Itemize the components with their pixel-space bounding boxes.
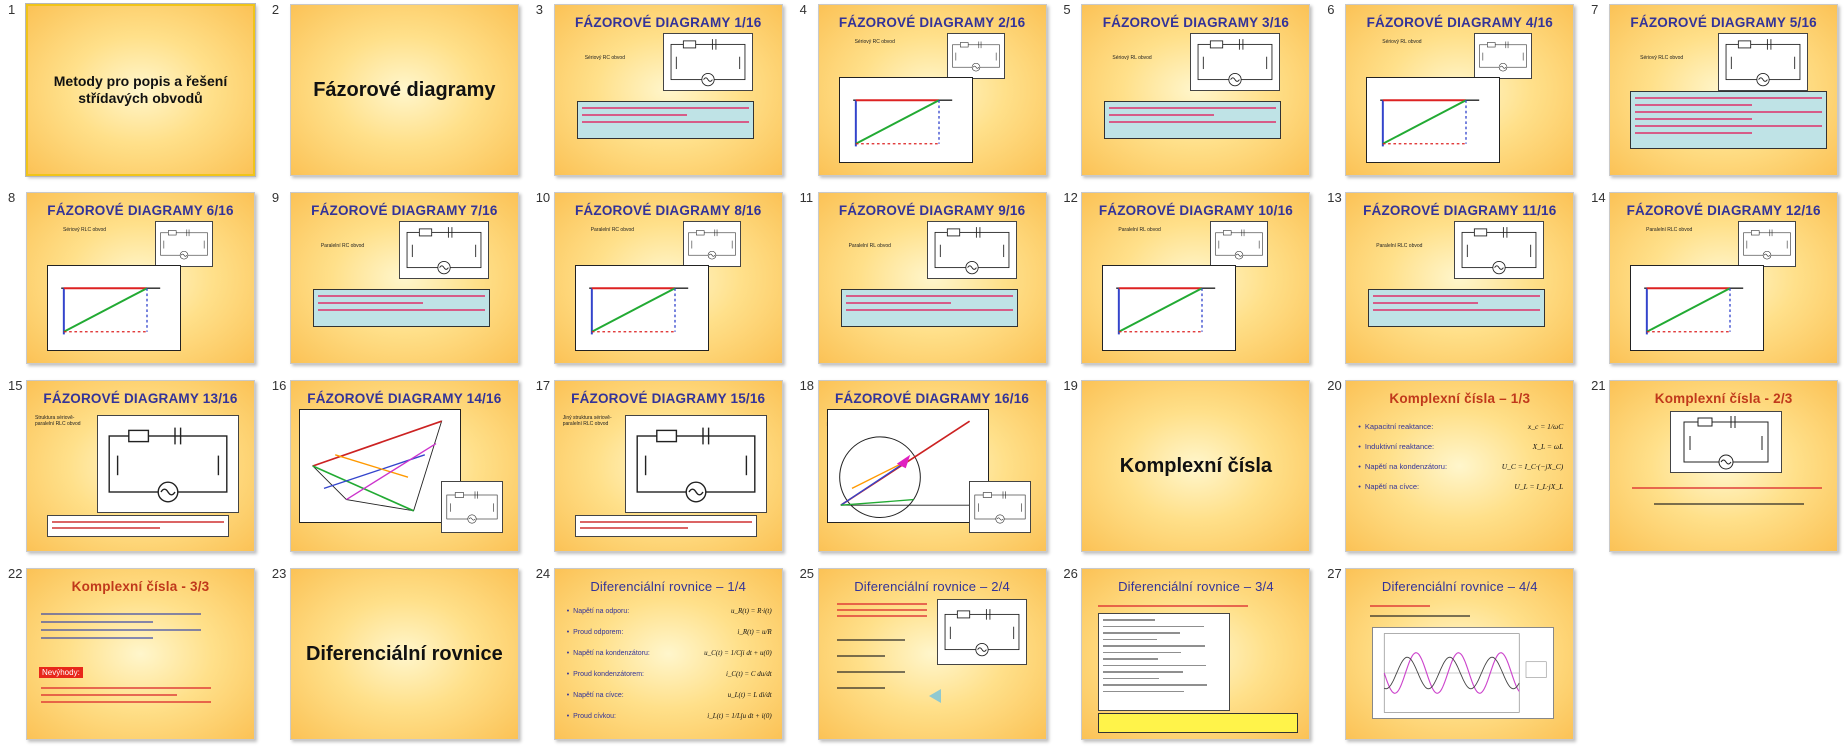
slide-number: 13 <box>1327 190 1342 205</box>
list-item-label: Induktivní reaktance: <box>1364 442 1435 451</box>
voltage-plot <box>1372 627 1554 719</box>
slide-title: FÁZOROVÉ DIAGRAMY 1/16 <box>574 15 762 30</box>
slide-number: 18 <box>799 378 815 393</box>
slide-title: Komplexní čísla - 2/3 <box>1654 391 1793 406</box>
slide-number: 19 <box>1063 378 1078 393</box>
slide-23[interactable] <box>290 568 519 740</box>
slide-thumbnail-cell <box>264 188 530 376</box>
slide-title: FÁZOROVÉ DIAGRAMY 15/16 <box>571 391 766 406</box>
slide-14[interactable] <box>1609 192 1838 364</box>
slide-number: 12 <box>1063 190 1078 205</box>
slide-8[interactable] <box>26 192 255 364</box>
slide-number: 20 <box>1327 378 1342 393</box>
circuit-diagram <box>97 415 239 513</box>
slide-thumbnail-cell <box>264 376 530 564</box>
slide-number: 10 <box>535 190 551 205</box>
slide-number: 24 <box>535 566 551 581</box>
formula-note-box <box>1368 289 1545 327</box>
slide-2[interactable] <box>290 4 519 176</box>
slide-subtitle: Struktura sériově-paralelní RLC obvod <box>35 415 81 427</box>
slide-number: 14 <box>1591 190 1606 205</box>
slide-number: 6 <box>1327 2 1335 17</box>
slide-7[interactable] <box>1609 4 1838 176</box>
slide-subtitle: Jiný struktura sériově-paralelní RLC obvod <box>562 415 612 427</box>
list-item: • Proud odporem: i_R(t) = u/R <box>567 622 772 643</box>
slide-11[interactable] <box>818 192 1047 364</box>
slide-title: FÁZOROVÉ DIAGRAMY 11/16 <box>1363 203 1557 218</box>
equations <box>837 639 917 703</box>
slide-thumbnail-cell <box>528 564 794 752</box>
slide-16[interactable] <box>290 380 519 552</box>
list-item: • Proud cívkou: i_L(t) = 1/L∫u dt + i(0) <box>567 706 772 727</box>
phasor-diagram <box>1366 77 1500 163</box>
text-lines <box>41 687 211 708</box>
slide-thumbnail-cell <box>1583 376 1847 564</box>
slide-22[interactable] <box>26 568 255 740</box>
phasor-diagram <box>839 77 973 163</box>
text-lines <box>41 613 201 645</box>
slide-thumbnail-cell <box>1583 188 1847 376</box>
slide-thumbnail-cell <box>0 376 266 564</box>
slide-10[interactable] <box>554 192 783 364</box>
slide-thumbnail-cell <box>1055 564 1321 752</box>
slide-subtitle: Sériový RL obvod <box>1382 39 1422 45</box>
slide-20[interactable] <box>1345 380 1574 552</box>
slide-thumbnail-cell <box>1319 188 1585 376</box>
text-lines <box>1098 605 1248 607</box>
slide-number: 4 <box>799 2 807 17</box>
slide-thumbnail-cell <box>792 564 1058 752</box>
slide-number: 17 <box>535 378 551 393</box>
slide-1[interactable] <box>26 4 255 176</box>
description-line <box>1632 487 1822 489</box>
phasor-diagram <box>575 265 709 351</box>
phasor-diagram <box>299 409 461 523</box>
note-box <box>1098 713 1298 733</box>
slide-title: FÁZOROVÉ DIAGRAMY 10/16 <box>1098 203 1293 218</box>
circuit-diagram <box>1190 33 1280 91</box>
slide-number: 23 <box>271 566 287 581</box>
slide-subtitle: Paralelní RL obvod <box>1118 227 1161 233</box>
slide-number: 26 <box>1063 566 1078 581</box>
slide-subtitle: Paralelní RL obvod <box>848 243 891 249</box>
slide-title: FÁZOROVÉ DIAGRAMY 6/16 <box>47 203 234 218</box>
slide-number: 25 <box>799 566 815 581</box>
list-item-formula: i_C(t) = C du/dt <box>725 670 772 678</box>
slide-25[interactable] <box>818 568 1047 740</box>
list-item-formula: X_L = ωL <box>1532 442 1564 451</box>
formula <box>1654 503 1804 505</box>
list-item: • Proud kondenzátorem: i_C(t) = C du/dt <box>567 664 772 685</box>
list-item-label: Napětí na cívce: <box>1364 482 1420 491</box>
code-block <box>1098 613 1230 711</box>
circuit-diagram <box>947 33 1005 79</box>
slide-24[interactable] <box>554 568 783 740</box>
slide-subtitle: Sériový RL obvod <box>1112 55 1152 61</box>
slide-thumbnail-cell <box>0 188 266 376</box>
slide-thumbnail-cell <box>0 564 266 752</box>
slide-title: FÁZOROVÉ DIAGRAMY 2/16 <box>838 15 1026 30</box>
list-item-formula: u_R(t) = R·i(t) <box>731 607 772 615</box>
slide-title: FÁZOROVÉ DIAGRAMY 16/16 <box>834 391 1030 406</box>
text-lines <box>1370 615 1470 617</box>
phasor-diagram <box>1630 265 1764 351</box>
equation-list <box>567 601 772 727</box>
slide-title: Diferenciální rovnice – 2/4 <box>854 579 1010 594</box>
formula-note-box <box>313 289 490 327</box>
slide-title: FÁZOROVÉ DIAGRAMY 8/16 <box>574 203 762 218</box>
slide-thumbnail-cell <box>1319 564 1585 752</box>
slide-13[interactable] <box>1345 192 1574 364</box>
slide-number: 22 <box>8 566 23 581</box>
list-item: • Induktivní reaktance: X_L = ωL <box>1358 437 1563 457</box>
description-box <box>575 515 757 537</box>
list-item-formula: x_c = 1/ωC <box>1527 422 1564 431</box>
slide-thumbnail-cell <box>1319 376 1585 564</box>
list-item-label: Napětí na kondenzátoru: <box>573 650 650 657</box>
formula-note-box <box>1104 101 1281 139</box>
slide-thumbnail-cell <box>528 376 794 564</box>
slide-subtitle: Paralelní RLC obvod <box>1376 243 1423 249</box>
list-item-formula: u_C(t) = 1/C∫i dt + u(0) <box>704 649 772 657</box>
list-item-formula: U_C = I_C·(−jX_C) <box>1501 462 1564 471</box>
slide-title: Fázorové diagramy <box>313 79 496 101</box>
slide-title: Diferenciální rovnice – 4/4 <box>1381 579 1538 594</box>
slide-title: Diferenciální rovnice – 1/4 <box>590 579 747 594</box>
slide-thumbnail-cell <box>264 564 530 752</box>
slide-17[interactable] <box>554 380 783 552</box>
slide-title: FÁZOROVÉ DIAGRAMY 13/16 <box>43 391 238 406</box>
list-item: • Napětí na kondenzátoru: U_C = I_C·(−jX_C) <box>1358 457 1563 477</box>
list-item-label: Proud cívkou: <box>573 713 616 720</box>
slide-number: 15 <box>8 378 23 393</box>
slide-title: FÁZOROVÉ DIAGRAMY 12/16 <box>1626 203 1821 218</box>
circuit-diagram <box>969 481 1031 533</box>
circuit-diagram <box>663 33 753 91</box>
slide-subtitle: Sériový RC obvod <box>584 55 625 61</box>
slide-6[interactable] <box>1345 4 1574 176</box>
slide-title: FÁZOROVÉ DIAGRAMY 9/16 <box>838 203 1026 218</box>
circuit-diagram <box>1474 33 1532 79</box>
circuit-diagram <box>1454 221 1544 279</box>
formula-note-box <box>841 289 1018 327</box>
slide-subtitle: Sériový RC obvod <box>854 39 895 45</box>
slide-title: FÁZOROVÉ DIAGRAMY 7/16 <box>311 203 498 218</box>
slide-title: FÁZOROVÉ DIAGRAMY 4/16 <box>1366 15 1553 30</box>
circuit-diagram <box>399 221 489 279</box>
slide-subtitle: Paralelní RLC obvod <box>1646 227 1693 233</box>
circuit-diagram <box>155 221 213 267</box>
drawbacks-label: Nevýhody: <box>39 667 83 678</box>
slide-thumbnail-cell <box>528 0 794 188</box>
list-item-label: Napětí na cívce: <box>573 692 624 699</box>
slide-number: 11 <box>799 190 814 205</box>
list-item-label: Napětí na odporu: <box>573 608 630 615</box>
circuit-diagram <box>625 415 767 513</box>
slide-title: Komplexní čísla <box>1119 455 1273 477</box>
list-item: • Napětí na kondenzátoru: u_C(t) = 1/C∫i dt + u(0) <box>567 643 772 664</box>
slide-number: 9 <box>271 190 280 205</box>
circuit-diagram <box>1670 411 1782 473</box>
slide-title: Komplexní čísla – 1/3 <box>1389 391 1531 406</box>
slide-title: Metody pro popis a řešení střídavých obvodů <box>53 73 228 106</box>
slide-number: 1 <box>8 2 16 17</box>
slide-19[interactable] <box>1081 380 1310 552</box>
slide-thumbnail-cell <box>0 0 266 188</box>
slide-21[interactable] <box>1609 380 1838 552</box>
list-item-formula: u_L(t) = L di/dt <box>727 691 772 699</box>
slide-thumbnail-cell <box>1055 188 1321 376</box>
text-lines <box>837 603 927 621</box>
slide-subtitle: Paralelní RC obvod <box>320 243 365 249</box>
phasor-diagram <box>827 409 989 523</box>
circuit-diagram <box>927 221 1017 279</box>
slide-number: 5 <box>1063 2 1071 17</box>
slide-thumbnail-cell <box>1583 0 1847 188</box>
slide-18[interactable] <box>818 380 1047 552</box>
list-item-label: Proud kondenzátorem: <box>573 671 644 678</box>
slide-subtitle: Sériový RLC obvod <box>63 227 107 233</box>
slide-title: Diferenciální rovnice <box>305 643 503 665</box>
slide-26[interactable] <box>1081 568 1310 740</box>
circuit-diagram <box>937 599 1027 665</box>
slide-12[interactable] <box>1081 192 1310 364</box>
slide-thumbnail-cell <box>528 188 794 376</box>
slide-9[interactable] <box>290 192 519 364</box>
slide-number: 7 <box>1591 2 1599 17</box>
circuit-diagram <box>441 481 503 533</box>
slide-thumbnail-cell <box>1319 0 1585 188</box>
list-item: • Kapacitní reaktance: x_c = 1/ωC <box>1358 417 1563 437</box>
slide-number: 8 <box>8 190 16 205</box>
formula-note-box <box>577 101 754 139</box>
slide-4[interactable] <box>818 4 1047 176</box>
text-lines <box>1370 605 1430 607</box>
slide-subtitle: Paralelní RC obvod <box>590 227 635 233</box>
slide-number: 16 <box>271 378 287 393</box>
slide-thumbnail-cell <box>792 376 1058 564</box>
slide-number: 2 <box>271 2 280 17</box>
slide-title: FÁZOROVÉ DIAGRAMY 5/16 <box>1630 15 1817 30</box>
circuit-diagram <box>683 221 741 267</box>
list-item: • Napětí na cívce: U_L = I_L·jX_L <box>1358 477 1563 497</box>
formula-note-box <box>1630 91 1827 149</box>
slide-number: 21 <box>1591 378 1606 393</box>
slide-subtitle: Sériový RLC obvod <box>1640 55 1684 61</box>
list-item: • Napětí na odporu: u_R(t) = R·i(t) <box>567 601 772 622</box>
list-item-label: Kapacitní reaktance: <box>1364 422 1434 431</box>
slide-3[interactable] <box>554 4 783 176</box>
phasor-diagram <box>1102 265 1236 351</box>
list-item-formula: U_L = I_L·jX_L <box>1514 482 1564 491</box>
slide-thumbnail-cell <box>1055 0 1321 188</box>
slide-number: 27 <box>1327 566 1342 581</box>
slide-15[interactable] <box>26 380 255 552</box>
slide-thumbnail-cell <box>792 188 1058 376</box>
description-box <box>47 515 229 537</box>
list-item-label: Napětí na kondenzátoru: <box>1364 462 1448 471</box>
slide-number: 3 <box>535 2 543 17</box>
slide-thumbnail-cell <box>1055 376 1321 564</box>
slide-thumbnail-cell <box>264 0 530 188</box>
slide-title: FÁZOROVÉ DIAGRAMY 3/16 <box>1102 15 1290 30</box>
slide-5[interactable] <box>1081 4 1310 176</box>
circuit-diagram <box>1210 221 1268 267</box>
phasor-diagram <box>47 265 181 351</box>
circuit-diagram <box>1738 221 1796 267</box>
slide-27[interactable] <box>1345 568 1574 740</box>
list-item-formula: i_R(t) = u/R <box>737 628 772 636</box>
arrow-icon <box>929 689 941 703</box>
list-item: • Napětí na cívce: u_L(t) = L di/dt <box>567 685 772 706</box>
list-item-label: Proud odporem: <box>573 629 624 636</box>
slide-title: FÁZOROVÉ DIAGRAMY 14/16 <box>307 391 502 406</box>
slide-title: Komplexní čísla - 3/3 <box>71 579 210 594</box>
reactance-list <box>1358 417 1563 497</box>
list-item-formula: i_L(t) = 1/L∫u dt + i(0) <box>707 712 772 720</box>
slide-title: Diferenciální rovnice – 3/4 <box>1118 579 1274 594</box>
slide-thumbnail-cell <box>792 0 1058 188</box>
circuit-diagram <box>1718 33 1808 91</box>
